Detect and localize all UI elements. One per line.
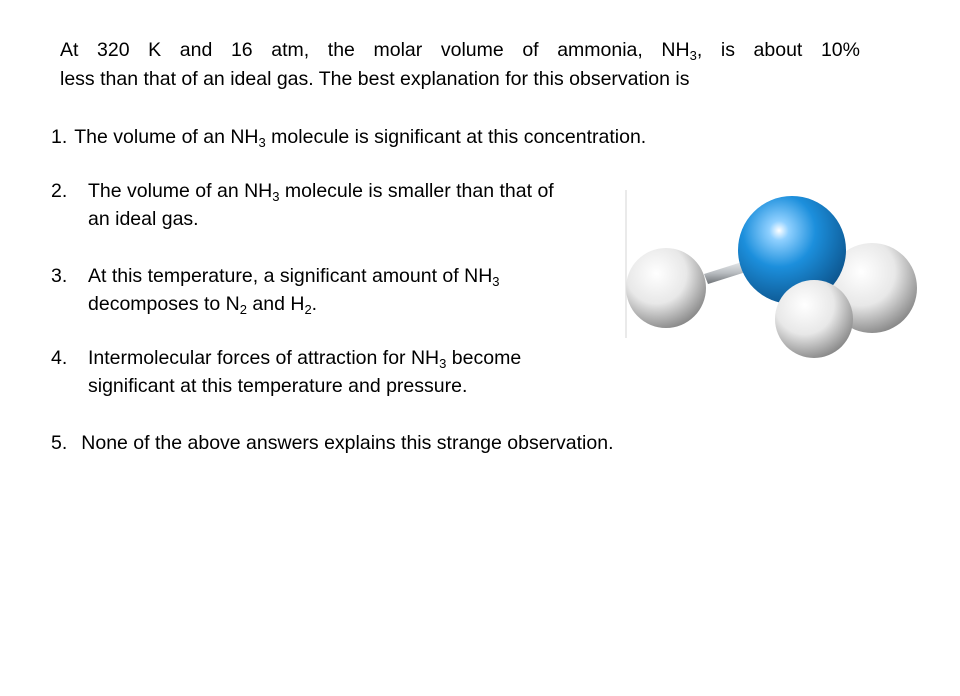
option-1 xyxy=(51,123,646,151)
subscript: 3 xyxy=(689,48,697,63)
subscript: 2 xyxy=(239,302,247,317)
subscript: 3 xyxy=(272,189,280,204)
option-3 xyxy=(51,262,500,318)
option-number: 1. xyxy=(51,126,68,148)
option-text: . xyxy=(311,293,318,315)
option-text-line-2: an ideal gas. xyxy=(88,208,199,230)
option-text: None of the above answers explains this strange observation. xyxy=(81,432,614,454)
question-text xyxy=(60,36,860,94)
option-text: molecule is significant at this concentration. xyxy=(265,126,647,148)
option-2 xyxy=(51,177,554,233)
option-text: The volume of an NH xyxy=(88,180,273,202)
hydrogen-atom-left xyxy=(626,248,706,328)
question-line-1-part-b: , is about 10% xyxy=(696,39,860,61)
question-line-1 xyxy=(60,36,860,65)
option-number: 2. xyxy=(51,180,68,202)
option-text: The volume of an NH xyxy=(74,126,259,148)
question-line-1-part-a: At 320 K and 16 atm, the molar volume of ammonia, NH xyxy=(60,39,690,61)
option-number: 4. xyxy=(51,347,68,369)
option-text-line-2: significant at this temperature and pressure. xyxy=(88,375,468,397)
subscript: 2 xyxy=(304,302,312,317)
option-5 xyxy=(51,429,614,457)
bond-left xyxy=(704,262,746,284)
option-text: and H xyxy=(246,293,305,315)
hydrogen-atom-front xyxy=(775,280,853,358)
option-text: molecule is smaller than that of xyxy=(279,180,554,202)
option-text: Intermolecular forces of attraction for NH xyxy=(88,347,440,369)
option-text: become xyxy=(446,347,522,369)
option-text: At this temperature, a significant amount of NH xyxy=(88,265,493,287)
option-4 xyxy=(51,344,521,400)
question-line-2: less than that of an ideal gas. The best explanation for this observation is xyxy=(60,68,690,90)
option-text: decomposes to N xyxy=(88,293,240,315)
option-text-line-2 xyxy=(51,290,500,318)
subscript: 3 xyxy=(439,356,447,371)
subscript: 3 xyxy=(258,135,266,150)
option-number: 3. xyxy=(51,265,68,287)
option-number: 5. xyxy=(51,432,68,454)
ammonia-molecule-image xyxy=(622,188,922,368)
subscript: 3 xyxy=(492,274,500,289)
